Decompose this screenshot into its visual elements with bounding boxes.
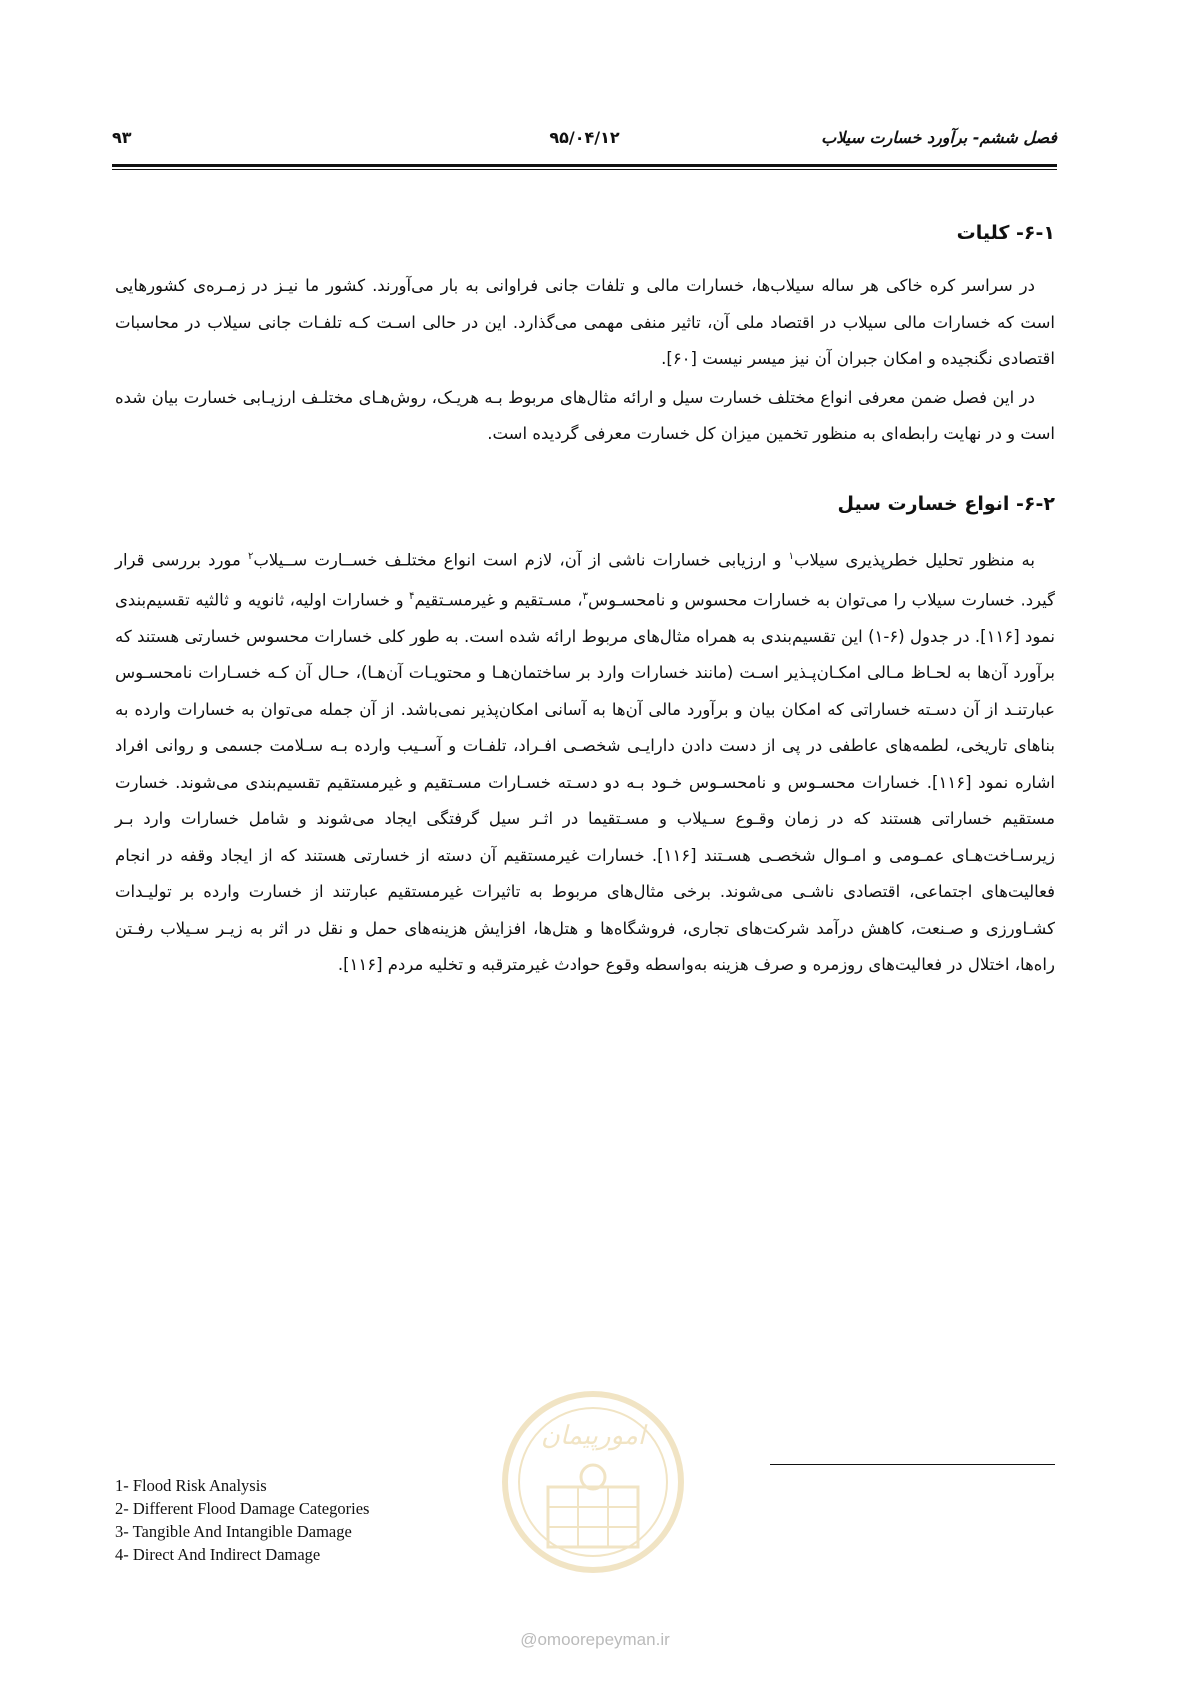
paragraph: [115, 539, 1055, 984]
paragraph: در سراسر کره خاکی هر ساله سیلاب‌ها، خسارات مالی و تلفات جانی فراوانی به بار می‌آورند. کشور ما نیـز در زمـره‌ی کشورهایی است که خسارات مالی سیلاب در اقتصاد ملی آن، تاثیر منفی مهمی می‌گذارد. این در حالی اسـت کـه تلفـات جانی سیلاب در محاسبات اقتصادی نگنجیده و امکان جبران آن نیز میسر نیست [۶۰].: [115, 276, 1055, 368]
section-heading-general: ۶-۱- کلیات: [956, 222, 1055, 244]
watermark-site: @omoorepeyman.ir: [520, 1630, 670, 1649]
text-run: به منظور تحلیل خطرپذیری سیلاب: [794, 550, 1035, 569]
footnote-ref[interactable]: ۳: [582, 590, 589, 602]
document-body: [115, 210, 1055, 986]
footnotes: [115, 1474, 369, 1566]
header-date: ۹۵/۰۴/۱۲: [549, 128, 620, 147]
footnote-item: 2- Different Flood Damage Categories: [115, 1499, 370, 1518]
text-run: و ارزیابی خسارات ناشی از آن، لازم است انواع مختلـف خســارت ســیلاب: [253, 550, 789, 569]
text-run: و خسارات اولیه، ثانویه و ثالثیه تقسیم‌بندی نمود [۱۱۶]. در جدول (۶-۱) این تقسیم‌بندی به همراه مثال‌های مربوط ارائه شده است. به طور کلی خسارات محسوس خسارتی هستند که برآورد آن‌ها به لحـاظ مـالی امکـان‌پـذیر اسـت (مانند خسارات وارد بر ساختمان‌هـا و محتویـات آن‌هـا)، حـال آن کـه خسـارات نامحسـوس عبارتنـد از آن دسـته خساراتی که امکان بیان و برآورد مالی آن‌ها به آسانی امکان‌پذیر نمی‌باشد. از آن جمله می‌توان به خسارات وارده به بناهای تاریخی، لطمه‌های عاطفی در پی از دست دادن دارایـی شخصـی افـراد، تلفـات و آسـیب وارده بـه سـلامت جسمی و روانی افراد اشاره نمود [۱۱۶]. خسارات محسـوس و نامحسـوس خـود بـه دو دسـته خسـارات مسـتقیم و غیرمستقیم تقسیم‌بندی می‌شوند. خسارت مستقیم خساراتی هستند که در زمان وقـوع سـیلاب و مسـتقیما در اثـر سیل گرفتگی ایجاد می‌شوند و شامل خسارات وارد بـر زیرسـاخت‌هـای عمـومی و امـوال شخصـی هسـتند [۱۱۶]. خسارات غیرمستقیم آن دسته از خسارتی هستند که از ایجاد وقفه در انجام فعالیت‌های اجتماعی، اقتصادی ناشـی می‌شوند. برخی مثال‌های مربوط به تاثیرات غیرمستقیم عبارتند از خسارت وارده بر تولیـدات کشـاورزی و صـنعت، کاهش درآمد شرکت‌های تجاری، فروشگاه‌ها و هتل‌ها، افزایش هزینه‌های حمل و نقل در اثر به زیـر سـیلاب رفـتن راه‌ها، اختلال در فعالیت‌های روزمره و صرف هزینه به‌واسطه وقوع حوادث غیرمترقبه و تخلیه مردم [۱۱۶].: [115, 590, 1055, 974]
footnote-item: 1- Flood Risk Analysis: [115, 1476, 267, 1495]
footnote-ref[interactable]: ۲: [247, 550, 254, 562]
footnote-item: 3- Tangible And Intangible Damage: [115, 1522, 352, 1541]
text-run: ، مسـتقیم و غیرمسـتقیم: [414, 590, 583, 609]
svg-text:امورپیمان: امورپیمان: [540, 1421, 646, 1451]
text-run: مورد بررسی قرار گیرد. خسارت سیلاب را می‌توان به خسارات محسوس و نامحسـوس: [115, 550, 1055, 609]
page-header: [112, 128, 1057, 154]
footnote-separator: [770, 1464, 1055, 1465]
footnote-item: 4- Direct And Indirect Damage: [115, 1545, 321, 1564]
footnote-ref[interactable]: ۴: [409, 590, 415, 602]
watermark-logo-icon: [493, 1382, 693, 1592]
header-rule-thin: [112, 169, 1057, 170]
footnote-ref[interactable]: ۱: [788, 550, 794, 562]
section-heading-damage-types: ۶-۲- انواع خسارت سیل: [837, 492, 1055, 515]
page-number: ۹۳: [112, 128, 132, 147]
chapter-title: فصل ششم- برآورد خسارت سیلاب: [821, 128, 1057, 147]
paragraph: در این فصل ضمن معرفی انواع مختلف خسارت سیل و ارائه مثال‌های مربوط بـه هریـک، روش‌هـای مختلـف ارزیـابی خسارت بیان شده است و در نهایت رابطه‌ای به منظور تخمین میزان کل خسارت معرفی گردیده است.: [115, 387, 1055, 443]
header-rule: [112, 164, 1057, 167]
